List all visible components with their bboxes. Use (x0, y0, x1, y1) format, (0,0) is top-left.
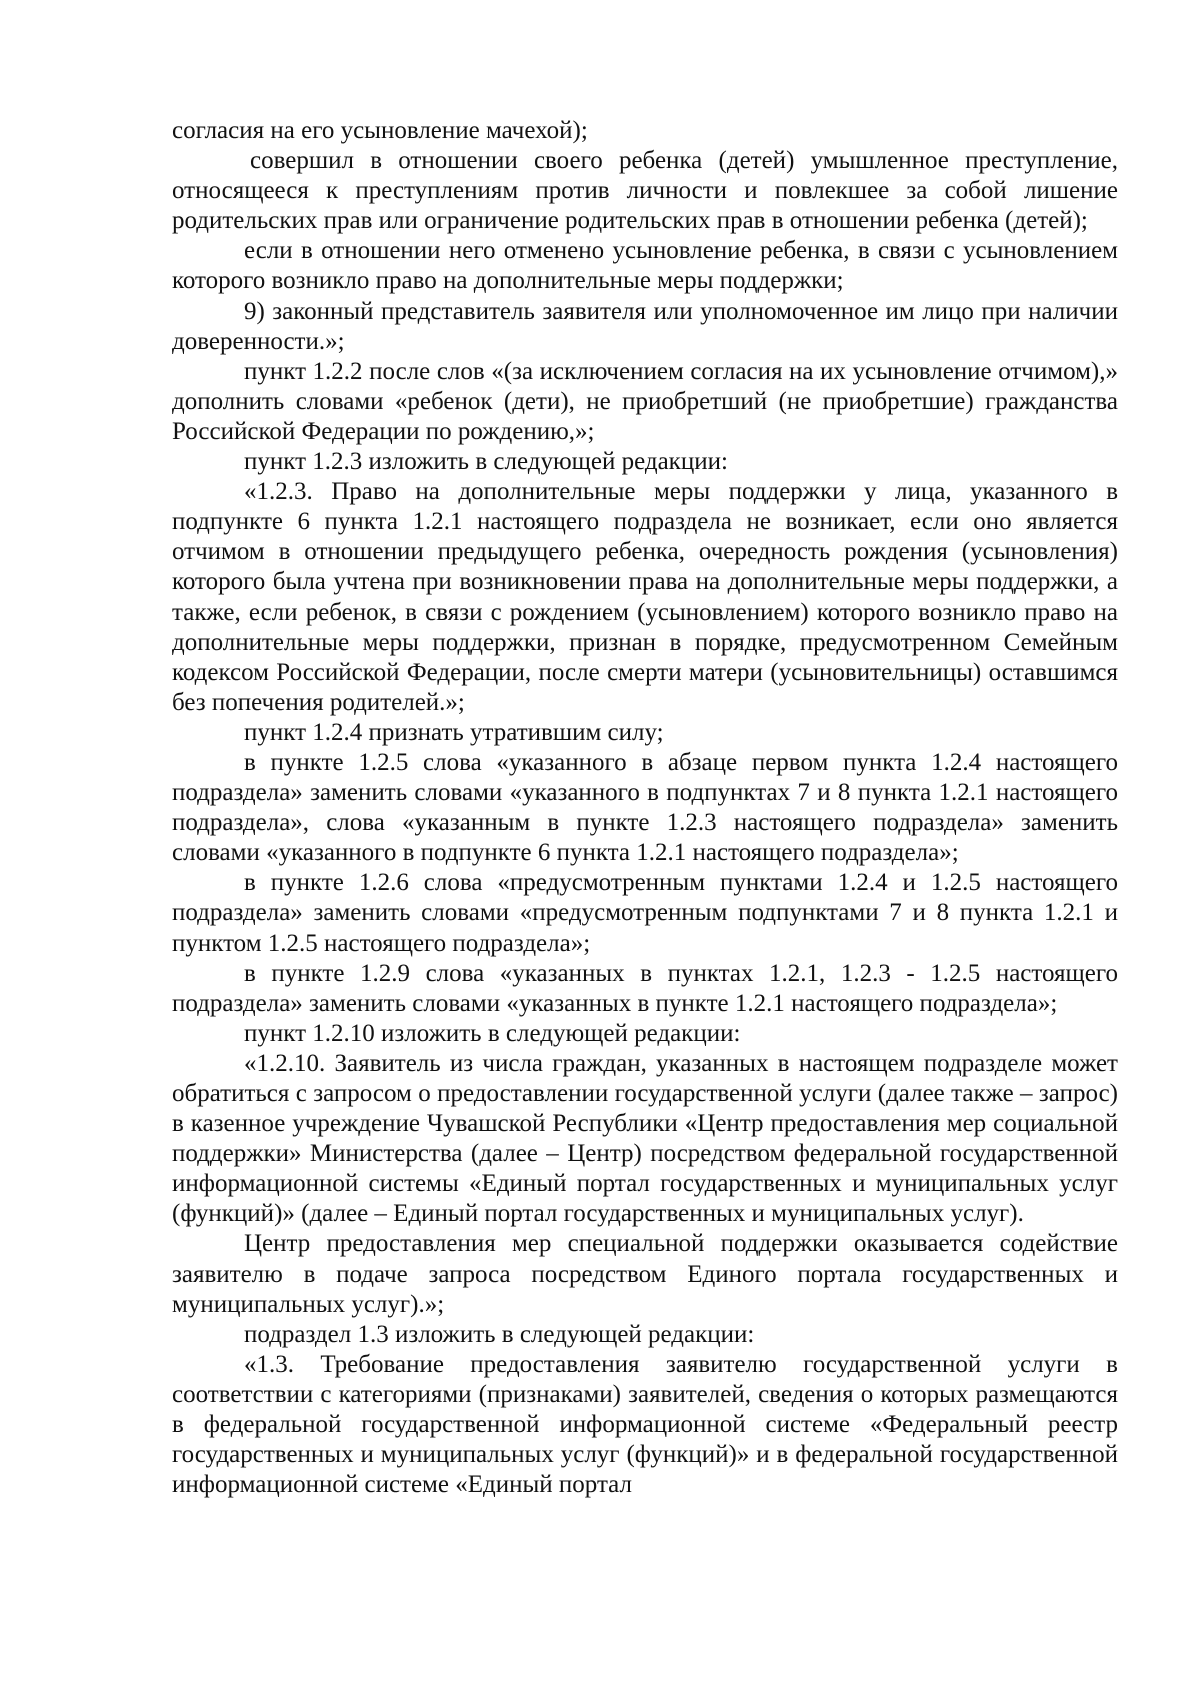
paragraph: «1.3. Требование предоставления заявителю государственной услуги в соответствии с категориями (признаками) заявителей, сведения о которых размещаются в федеральной государственной информационной системе «Федеральный реестр государственных и муниципальных услуг (функций)» и в федеральной государственной информационной системе «Единый портал (172, 1350, 1118, 1499)
paragraph: подраздел 1.3 изложить в следующей редакции: (244, 1320, 755, 1348)
paragraph: пункт 1.2.4 признать утратившим силу; (244, 718, 664, 746)
paragraph: пункт 1.2.3 изложить в следующей редакции: (244, 448, 728, 476)
paragraph: пункт 1.2.2 после слов «(за исключением согласия на их усыновление отчимом),» дополнить словами «ребенок (дети), не приобретший (не приобретшие) гражданства Российской Федерации по рождению,»; (172, 357, 1118, 445)
document-page (172, 116, 1118, 1500)
paragraph: пункт 1.2.10 изложить в следующей редакции: (244, 1019, 741, 1047)
paragraph: согласия на его усыновление мачехой); (172, 117, 588, 144)
paragraph: «1.2.3. Право на дополнительные меры поддержки у лица, указанного в подпункте 6 пункта 1.2.1 настоящего подраздела не возникает, если оно является отчимом в отношении предыдущего ребенка, очередность рождения (усыновления) которого была учтена при возникновении права на дополнительные меры поддержки, а также, если ребенок, в связи с рождением (усыновлением) которого возникло право на дополнительные меры поддержки, признан в порядке, предусмотренном Семейным кодексом Российской Федерации, после смерти матери (усыновительницы) оставшимся без попечения родителей.»; (172, 478, 1118, 716)
paragraph: если в отношении него отменено усыновление ребенка, в связи с усыновлением которого возникло право на дополнительные меры поддержки; (172, 237, 1118, 295)
paragraph: в пункте 1.2.5 слова «указанного в абзаце первом пункта 1.2.4 настоящего подраздела» заменить словами «указанного в подпунктах 7 и 8 пункта 1.2.1 настоящего подраздела», слова «указанным в пункте 1.2.3 настоящего подраздела» заменить словами «указанного в подпункте 6 пункта 1.2.1 настоящего подраздела»; (172, 748, 1118, 867)
paragraph: в пункте 1.2.9 слова «указанных в пунктах 1.2.1, 1.2.3 - 1.2.5 настоящего подраздела» заменить словами «указанных в пункте 1.2.1 настоящего подраздела»; (172, 959, 1118, 1017)
paragraph: «1.2.10. Заявитель из числа граждан, указанных в настоящем подразделе может обратиться с запросом о предоставлении государственной услуги (далее также – запрос) в казенное учреждение Чувашской Республики «Центр предоставления мер социальной поддержки» Министерства (далее – Центр) посредством федеральной государственной информационной системы «Единый портал государственных и муниципальных услуг (функций)» (далее – Единый портал государственных и муниципальных услуг). (172, 1049, 1118, 1228)
paragraph: в пункте 1.2.6 слова «предусмотренным пунктами 1.2.4 и 1.2.5 настоящего подраздела» заменить словами «предусмотренным подпунктами 7 и 8 пункта 1.2.1 и пунктом 1.2.5 настоящего подраздела»; (172, 869, 1118, 957)
paragraph: Центр предоставления мер специальной поддержки оказывается содействие заявителю в подаче запроса посредством Единого портала государственных и муниципальных услуг).»; (172, 1230, 1118, 1318)
paragraph: совершил в отношении своего ребенка (детей) умышленное преступление, относящееся к преступлениям против личности и повлекшее за собой лишение родительских прав или ограничение родительских прав в отношении ребенка (детей); (172, 147, 1118, 235)
paragraph: 9) законный представитель заявителя или уполномоченное им лицо при наличии доверенности.»; (172, 297, 1118, 355)
